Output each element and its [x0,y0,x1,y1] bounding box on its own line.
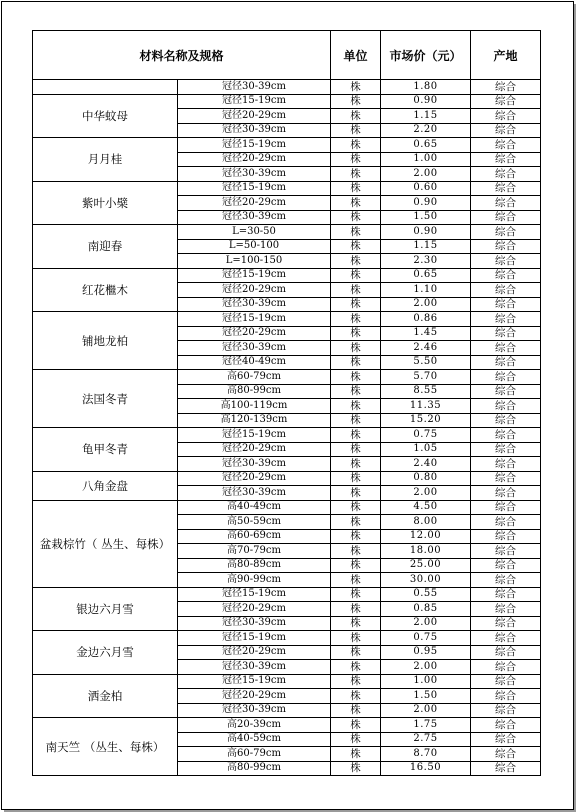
unit-cell: 株 [331,138,381,153]
spec-cell: 高80-89cm [178,558,331,573]
unit-cell: 株 [331,558,381,573]
material-name: 银边六月雪 [33,587,178,631]
price-cell: 12.00 [381,529,471,544]
unit-cell: 株 [331,326,381,341]
price-cell: 1.50 [381,689,471,704]
unit-cell: 株 [331,341,381,356]
spec-cell: 冠径20-29cm [178,196,331,211]
material-name: 法国冬青 [33,370,178,428]
unit-cell: 株 [331,573,381,588]
spec-cell: 冠径30-39cm [178,486,331,501]
origin-cell: 综合 [471,703,541,718]
origin-cell: 综合 [471,761,541,776]
unit-cell: 株 [331,109,381,124]
header-unit: 单位 [331,31,381,80]
price-cell: 1.00 [381,674,471,689]
price-cell: 0.65 [381,138,471,153]
spec-cell: 冠径20-29cm [178,326,331,341]
origin-cell: 综合 [471,645,541,660]
unit-cell: 株 [331,689,381,704]
unit-cell: 株 [331,471,381,486]
unit-cell: 株 [331,602,381,617]
table-row [33,181,541,196]
price-cell: 0.65 [381,268,471,283]
unit-cell: 株 [331,544,381,559]
price-cell: 2.00 [381,660,471,675]
price-cell: 0.85 [381,602,471,617]
unit-cell: 株 [331,616,381,631]
origin-cell: 综合 [471,587,541,602]
spec-cell: 冠径20-29cm [178,152,331,167]
unit-cell: 株 [331,413,381,428]
unit-cell: 株 [331,631,381,646]
material-name: 八角金盘 [33,471,178,500]
unit-cell: 株 [331,181,381,196]
price-cell: 4.50 [381,500,471,515]
price-cell: 2.00 [381,486,471,501]
price-cell: 0.60 [381,181,471,196]
price-cell: 1.80 [381,80,471,95]
table-row [33,674,541,689]
price-cell: 11.35 [381,399,471,414]
table-body [33,80,541,776]
origin-cell: 综合 [471,399,541,414]
spec-cell: 冠径15-19cm [178,94,331,109]
price-cell: 2.20 [381,123,471,138]
material-name: 铺地龙柏 [33,312,178,370]
unit-cell: 株 [331,355,381,370]
spec-cell: 高90-99cm [178,573,331,588]
table-row [33,370,541,385]
spec-cell: 冠径30-39cm [178,703,331,718]
origin-cell: 综合 [471,283,541,298]
spec-cell: 冠径15-19cm [178,268,331,283]
price-cell: 18.00 [381,544,471,559]
price-cell: 0.55 [381,587,471,602]
unit-cell: 株 [331,703,381,718]
origin-cell: 综合 [471,602,541,617]
unit-cell: 株 [331,747,381,762]
origin-cell: 综合 [471,457,541,472]
spec-cell: 高80-99cm [178,761,331,776]
unit-cell: 株 [331,283,381,298]
unit-cell: 株 [331,660,381,675]
unit-cell: 株 [331,297,381,312]
unit-cell: 株 [331,761,381,776]
unit-cell: 株 [331,80,381,95]
spec-cell: 高70-79cm [178,544,331,559]
price-cell: 2.00 [381,703,471,718]
price-cell: 1.45 [381,326,471,341]
unit-cell: 株 [331,268,381,283]
unit-cell: 株 [331,312,381,327]
spec-cell: 冠径40-49cm [178,355,331,370]
unit-cell: 株 [331,587,381,602]
spec-cell: 高40-59cm [178,732,331,747]
table-row [33,500,541,515]
unit-cell: 株 [331,457,381,472]
origin-cell: 综合 [471,660,541,675]
table-row [33,225,541,240]
origin-cell: 综合 [471,80,541,95]
origin-cell: 综合 [471,167,541,182]
spec-cell: 冠径20-29cm [178,283,331,298]
price-cell: 30.00 [381,573,471,588]
origin-cell: 综合 [471,341,541,356]
material-name: 紫叶小檗 [33,181,178,225]
unit-cell: 株 [331,225,381,240]
origin-cell: 综合 [471,428,541,443]
unit-cell: 株 [331,718,381,733]
material-name: 中华蚊母 [33,94,178,138]
spec-cell: 冠径20-29cm [178,471,331,486]
table-row [33,587,541,602]
price-cell: 15.20 [381,413,471,428]
material-name: 月月桂 [33,138,178,182]
origin-cell: 综合 [471,152,541,167]
unit-cell: 株 [331,94,381,109]
spec-cell: 冠径15-19cm [178,138,331,153]
table-row [33,471,541,486]
spec-cell: 冠径30-39cm [178,457,331,472]
spec-cell: 冠径30-39cm [178,341,331,356]
origin-cell: 综合 [471,558,541,573]
price-cell: 1.15 [381,109,471,124]
price-cell: 5.70 [381,370,471,385]
unit-cell: 株 [331,645,381,660]
origin-cell: 综合 [471,631,541,646]
unit-cell: 株 [331,196,381,211]
price-cell: 2.46 [381,341,471,356]
price-cell: 0.90 [381,225,471,240]
material-name: 红花檵木 [33,268,178,312]
header-name-spec: 材料名称及规格 [33,31,331,80]
origin-cell: 综合 [471,225,541,240]
origin-cell: 综合 [471,181,541,196]
table-row [33,138,541,153]
spec-cell: 冠径20-29cm [178,645,331,660]
material-name: 盆栽棕竹（ 丛生、每株） [33,500,178,587]
unit-cell: 株 [331,674,381,689]
unit-cell: 株 [331,370,381,385]
material-name: 南迎春 [33,225,178,269]
origin-cell: 综合 [471,326,541,341]
origin-cell: 综合 [471,689,541,704]
unit-cell: 株 [331,239,381,254]
unit-cell: 株 [331,529,381,544]
spec-cell: 高60-79cm [178,747,331,762]
origin-cell: 综合 [471,529,541,544]
origin-cell: 综合 [471,297,541,312]
spec-cell: 冠径30-39cm [178,660,331,675]
material-name [33,80,178,95]
price-cell: 2.75 [381,732,471,747]
origin-cell: 综合 [471,123,541,138]
document-page [1,1,574,810]
origin-cell: 综合 [471,370,541,385]
spec-cell: 高100-119cm [178,399,331,414]
origin-cell: 综合 [471,254,541,269]
unit-cell: 株 [331,123,381,138]
price-cell: 0.86 [381,312,471,327]
price-cell: 0.75 [381,631,471,646]
price-cell: 0.95 [381,645,471,660]
price-cell: 1.10 [381,283,471,298]
origin-cell: 综合 [471,239,541,254]
origin-cell: 综合 [471,732,541,747]
price-cell: 5.50 [381,355,471,370]
spec-cell: L=30-50 [178,225,331,240]
header-origin: 产地 [471,31,541,80]
origin-cell: 综合 [471,210,541,225]
origin-cell: 综合 [471,413,541,428]
spec-cell: 冠径20-29cm [178,109,331,124]
price-table [32,30,541,776]
spec-cell: L=50-100 [178,239,331,254]
origin-cell: 综合 [471,573,541,588]
spec-cell: 高80-99cm [178,384,331,399]
header-price: 市场价（元） [381,31,471,80]
price-cell: 1.75 [381,718,471,733]
unit-cell: 株 [331,210,381,225]
origin-cell: 综合 [471,138,541,153]
price-cell: 1.50 [381,210,471,225]
spec-cell: 高60-79cm [178,370,331,385]
price-cell: 8.00 [381,515,471,530]
unit-cell: 株 [331,167,381,182]
unit-cell: 株 [331,428,381,443]
spec-cell: 冠径30-39cm [178,297,331,312]
price-cell: 2.40 [381,457,471,472]
origin-cell: 综合 [471,674,541,689]
spec-cell: 冠径30-39cm [178,80,331,95]
price-cell: 2.00 [381,616,471,631]
spec-cell: 高20-39cm [178,718,331,733]
origin-cell: 综合 [471,109,541,124]
spec-cell: 冠径15-19cm [178,674,331,689]
origin-cell: 综合 [471,500,541,515]
table-row [33,268,541,283]
price-cell: 2.00 [381,167,471,182]
origin-cell: 综合 [471,486,541,501]
spec-cell: 冠径15-19cm [178,312,331,327]
spec-cell: 冠径15-19cm [178,181,331,196]
price-cell: 1.05 [381,442,471,457]
table-row [33,428,541,443]
spec-cell: 冠径20-29cm [178,689,331,704]
origin-cell: 综合 [471,747,541,762]
spec-cell: 冠径20-29cm [178,602,331,617]
origin-cell: 综合 [471,544,541,559]
unit-cell: 株 [331,500,381,515]
spec-cell: 高60-69cm [178,529,331,544]
unit-cell: 株 [331,732,381,747]
price-cell: 1.15 [381,239,471,254]
price-cell: 2.00 [381,297,471,312]
price-cell: 0.75 [381,428,471,443]
spec-cell: L=100-150 [178,254,331,269]
price-cell: 2.30 [381,254,471,269]
spec-cell: 高40-49cm [178,500,331,515]
spec-cell: 冠径15-19cm [178,587,331,602]
unit-cell: 株 [331,254,381,269]
origin-cell: 综合 [471,471,541,486]
origin-cell: 综合 [471,718,541,733]
spec-cell: 冠径30-39cm [178,123,331,138]
table-row [33,94,541,109]
spec-cell: 冠径30-39cm [178,616,331,631]
origin-cell: 综合 [471,442,541,457]
origin-cell: 综合 [471,312,541,327]
origin-cell: 综合 [471,196,541,211]
origin-cell: 综合 [471,94,541,109]
origin-cell: 综合 [471,616,541,631]
price-cell: 8.55 [381,384,471,399]
unit-cell: 株 [331,384,381,399]
origin-cell: 综合 [471,384,541,399]
table-row [33,312,541,327]
unit-cell: 株 [331,399,381,414]
price-cell: 25.00 [381,558,471,573]
spec-cell: 冠径15-19cm [178,428,331,443]
spec-cell: 高120-139cm [178,413,331,428]
spec-cell: 高50-59cm [178,515,331,530]
unit-cell: 株 [331,486,381,501]
material-name: 金边六月雪 [33,631,178,675]
origin-cell: 综合 [471,268,541,283]
spec-cell: 冠径30-39cm [178,167,331,182]
material-name: 南天竺 （丛生、每株） [33,718,178,776]
spec-cell: 冠径15-19cm [178,631,331,646]
price-cell: 8.70 [381,747,471,762]
table-row [33,631,541,646]
unit-cell: 株 [331,152,381,167]
unit-cell: 株 [331,515,381,530]
header-row [33,31,541,80]
price-cell: 16.50 [381,761,471,776]
spec-cell: 冠径30-39cm [178,210,331,225]
origin-cell: 综合 [471,355,541,370]
price-cell: 1.00 [381,152,471,167]
price-cell: 0.90 [381,196,471,211]
table-row [33,718,541,733]
material-name: 龟甲冬青 [33,428,178,472]
origin-cell: 综合 [471,515,541,530]
price-cell: 0.80 [381,471,471,486]
unit-cell: 株 [331,442,381,457]
price-cell: 0.90 [381,94,471,109]
material-name: 洒金柏 [33,674,178,718]
table-row [33,80,541,95]
spec-cell: 冠径20-29cm [178,442,331,457]
